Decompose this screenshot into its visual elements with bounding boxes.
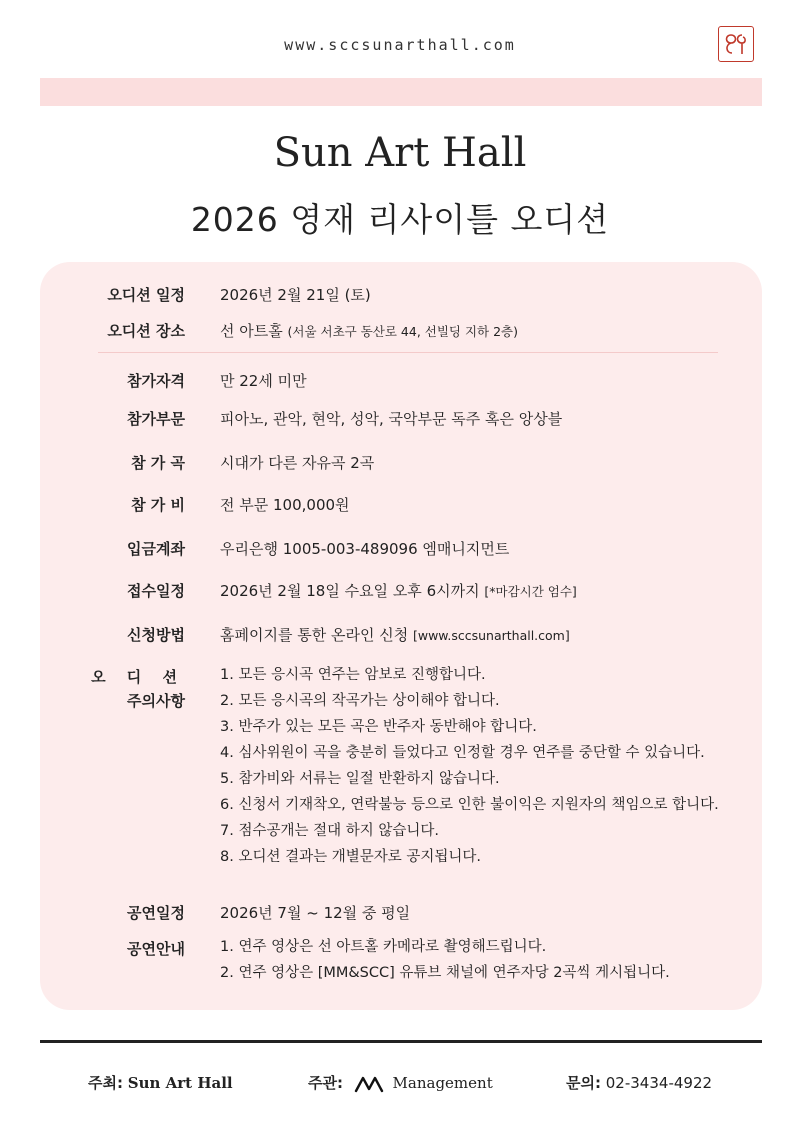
detail-label: 참가부문: [127, 410, 185, 428]
list-item: 1. 연주 영상은 선 아트홀 카메라로 촬영해드립니다.: [220, 939, 547, 955]
list-item: 7. 점수공개는 절대 하지 않습니다.: [220, 823, 439, 839]
list-item: 2. 모든 응시곡의 작곡가는 상이해야 합니다.: [220, 693, 500, 709]
page-title: Sun Art Hall: [273, 130, 527, 176]
info-panel: [40, 262, 762, 1010]
detail-value: [220, 624, 570, 645]
contact-label: 문의:: [566, 1074, 601, 1092]
list-item: 2. 연주 영상은 [MM&SCC] 유튜브 채널에 연주자당 2곡씩 게시됩니다.: [220, 965, 670, 981]
detail-label: 오디션 장소: [107, 322, 185, 340]
detail-label: 참 가 곡: [131, 454, 185, 472]
m-management-logo-icon: [354, 1075, 384, 1093]
website-url: www.sccsunarthall.com: [284, 36, 516, 54]
list-item: 6. 신청서 기재착오, 연락불능 등으로 인한 불이익은 지원자의 책임으로 합니다.: [220, 797, 719, 813]
notes-label-line1: 오 디 션: [91, 668, 185, 686]
scc-logo-icon: [718, 26, 754, 62]
detail-value: 시대가 다른 자유곡 2곡: [220, 454, 375, 472]
header-band: [40, 78, 762, 106]
detail-value: 2026년 2월 21일 (토): [220, 286, 371, 304]
organizer-value: Management: [392, 1074, 493, 1092]
contact-phone: 02-3434-4922: [605, 1074, 713, 1092]
notes-label-line2: 주의사항: [127, 692, 185, 710]
detail-value: [220, 320, 518, 341]
host-value: Sun Art Hall: [127, 1074, 233, 1092]
performance-info-list: [220, 934, 670, 986]
venue-address: (서울 서초구 동산로 44, 선빌딩 지하 2층): [287, 324, 518, 339]
detail-value: [220, 580, 577, 601]
detail-label: 공연안내: [127, 940, 185, 958]
list-item: 1. 모든 응시곡 연주는 암보로 진행합니다.: [220, 667, 486, 683]
page-subtitle: 2026 영재 리사이틀 오디션: [190, 200, 610, 239]
footer-divider: [40, 1040, 762, 1043]
detail-label: 참 가 비: [131, 496, 185, 514]
detail-value: 우리은행 1005-003-489096 엠매니지먼트: [220, 540, 510, 558]
detail-label: 공연일정: [127, 904, 185, 922]
list-item: 8. 오디션 결과는 개별문자로 공지됩니다.: [220, 849, 481, 865]
detail-label: 접수일정: [127, 582, 185, 600]
list-item: 5. 참가비와 서류는 일절 반환하지 않습니다.: [220, 771, 500, 787]
organizer-label: 주관:: [308, 1074, 343, 1092]
apply-url: [www.sccsunarthall.com]: [412, 628, 570, 643]
detail-label: 신청방법: [127, 626, 185, 644]
footer-contact: [566, 1072, 712, 1093]
list-item: 4. 심사위원이 곡을 충분히 들었다고 인정할 경우 연주를 중단할 수 있습니다.: [220, 745, 705, 761]
section-divider: [98, 352, 718, 353]
venue-name: 선 아트홀: [220, 322, 283, 340]
detail-label: 입금계좌: [127, 540, 185, 558]
list-item: 3. 반주가 있는 모든 곡은 반주자 동반해야 합니다.: [220, 719, 537, 735]
detail-value: 전 부문 100,000원: [220, 496, 350, 514]
detail-value: 2026년 7월 ~ 12월 중 평일: [220, 904, 411, 922]
detail-label: 오디션 일정: [107, 286, 185, 304]
footer-host: [88, 1072, 233, 1093]
detail-value: 만 22세 미만: [220, 372, 307, 390]
detail-value: 피아노, 관악, 현악, 성악, 국악부문 독주 혹은 앙상블: [220, 410, 563, 428]
detail-label: 참가자격: [127, 372, 185, 390]
footer-organizer: [308, 1072, 493, 1093]
deadline-text: 2026년 2월 18일 수요일 오후 6시까지: [220, 582, 480, 600]
apply-text: 홈페이지를 통한 온라인 신청: [220, 626, 409, 644]
notes-list: [220, 662, 719, 870]
deadline-note: [*마감시간 엄수]: [484, 584, 577, 599]
host-label: 주최:: [88, 1074, 123, 1092]
